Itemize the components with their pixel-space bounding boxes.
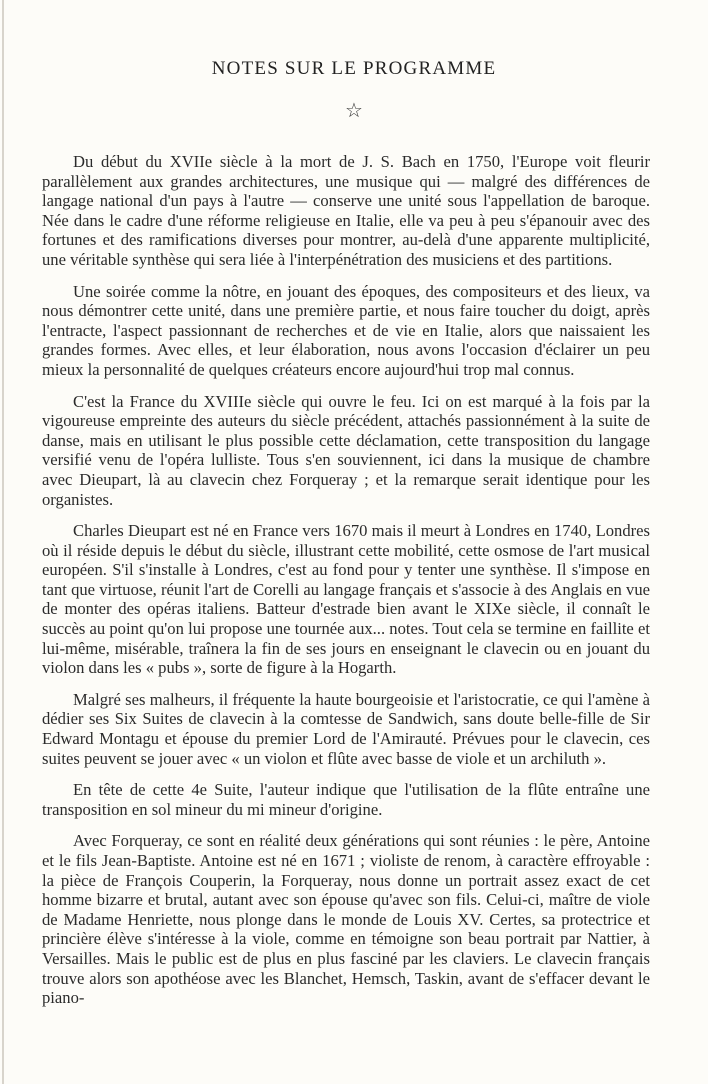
star-ornament-icon: ☆ xyxy=(345,98,363,122)
document-body xyxy=(42,152,650,1020)
paragraph-1: Du début du XVIIe siècle à la mort de J. S. Bach en 1750, l'Europe voit fleurir parallèlement aux grandes architectures, une musique qui — malgré des différences de langage national d'un pays à l'autre — conserve une unité sous l'appellation de baroque. Née dans le cadre d'une réforme religieuse en Italie, elle va peu à peu s'épanouir avec des fortunes et des ramifications diverses pour montrer, au-delà d'une apparente multiplicité, une véritable synthèse qui sera liée à l'interpénétration des musiciens et des partitions. xyxy=(42,152,650,269)
paragraph-3: C'est la France du XVIIIe siècle qui ouvre le feu. Ici on est marqué à la fois par la vigoureuse empreinte des auteurs du siècle précédent, attachés passionnément à la suite de danse, mais en utilisant le plus possible cette déclamation, cette transposition du langage versifié venu de l'opéra lulliste. Tous s'en souviennent, ici dans la musique de chambre avec Dieupart, là au clavecin chez Forqueray ; et la remarque serait identique pour les organistes. xyxy=(42,391,650,509)
page-edge xyxy=(2,0,4,1084)
paragraph-7: Avec Forqueray, ce sont en réalité deux générations qui sont réunies : le père, Antoine et le fils Jean-Baptiste. Antoine est né en 1671 ; violiste de renom, à caractère effroyable : la pièce de François Couperin, la Forqueray, nous donne un portrait assez exact de cet homme bizarre et brutal, autant avec son épouse qu'avec son fils. Celui-ci, maître de viole de Madame Henriette, nous plonge dans le monde de Louis XV. Certes, sa protectrice et princière élève s'intéresse à la viole, comme en témoigne son beau portrait par Nattier, à Versailles. Mais le public est de plus en plus fasciné par les claviers. Le clavecin français trouve alors son apothéose avec les Blanchet, Hemsch, Taskin, avant de s'effacer devant le piano- xyxy=(42,831,650,1008)
paragraph-6: En tête de cette 4e Suite, l'auteur indique que l'utilisation de la flûte entraîne une transposition en sol mineur du mi mineur d'origine. xyxy=(42,780,650,819)
paragraph-2: Une soirée comme la nôtre, en jouant des époques, des compositeurs et des lieux, va nous démontrer cette unité, dans une première partie, et nous faire toucher du doigt, après l'entracte, l'aspect passionnant de recherches et de vie en Italie, alors que naissaient les grandes formes. Avec elles, et leur élaboration, nous avons l'occasion d'éclairer un peu mieux la personnalité de quelques créateurs encore aujourd'hui trop mal connus. xyxy=(42,281,650,379)
page-title: NOTES SUR LE PROGRAMME xyxy=(211,58,497,79)
paragraph-4: Charles Dieupart est né en France vers 1670 mais il meurt à Londres en 1740, Londres où il réside depuis le début du siècle, illustrant cette mobilité, cette osmose de l'art musical européen. S'il s'installe à Londres, c'est au fond pour y tenter une synthèse. Il s'impose en tant que virtuose, réunit l'art de Corelli au langage français et s'associe à des Anglais en vue de monter des opéras italiens. Batteur d'estrade bien avant le XIXe siècle, il connaît le succès au point qu'on lui propose une tournée aux... notes. Tout cela se termine en faillite et lui-même, misérable, traînera la fin de ses jours en enseignant le clavecin ou en jouant du violon dans les « pubs », sorte de figure à la Hogarth. xyxy=(42,521,650,678)
paragraph-5: Malgré ses malheurs, il fréquente la haute bourgeoisie et l'aristocratie, ce qui l'amène à dédier ses Six Suites de clavecin à la comtesse de Sandwich, sans doute belle-fille de Sir Edward Montagu et épouse du premier Lord de l'Amirauté. Prévues pour le clavecin, ces suites peuvent se jouer avec « un violon et flûte avec basse de viole et un archiluth ». xyxy=(42,689,650,768)
